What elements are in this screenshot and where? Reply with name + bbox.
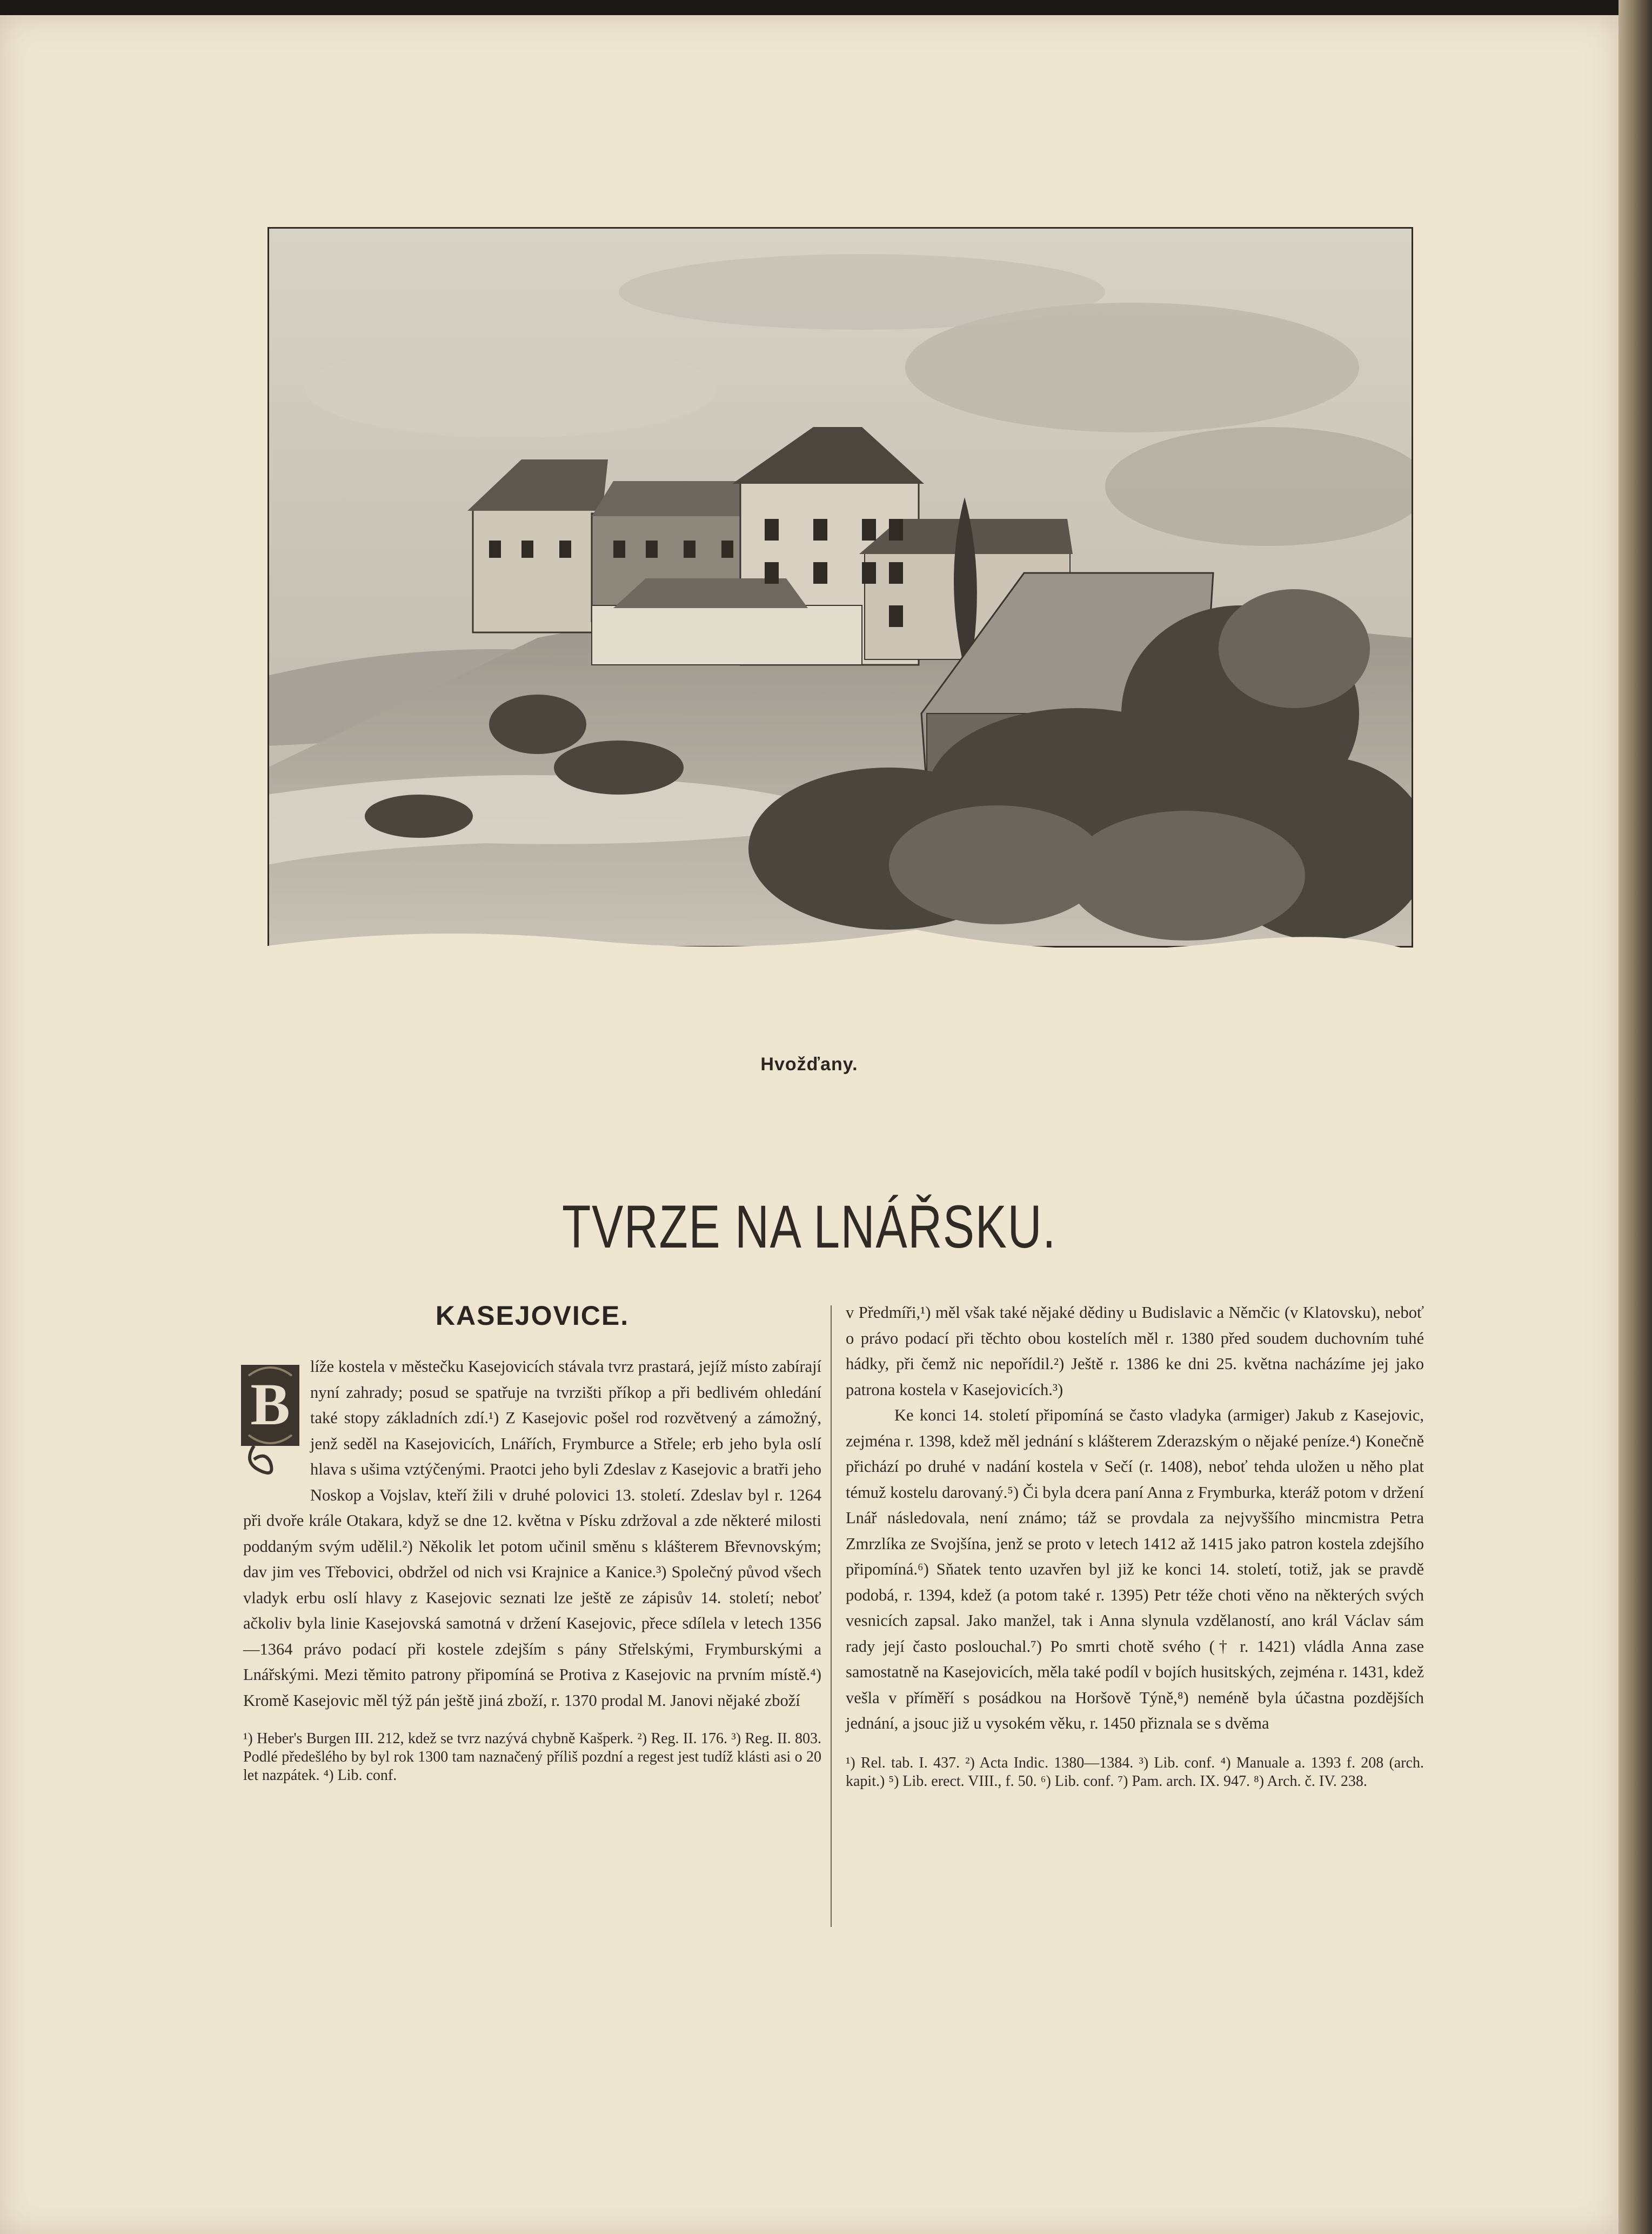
illustration-caption: Hvožďany. [760,1054,858,1075]
right-paragraph-2: Ke konci 14. století připomíná se často vladyka (armiger) Jakub z Kasejovic, zejména r. 1398, kdež měl jednání s klášterem Zderazským o nějaké peníze.⁴) Konečně přichází po druhé v nadání kostela v Sečí (r. 1408), neboť tehda uložen u něho plat témuž kostelu darovaný.⁵) Či byla dcera paní Anna z Frymburka, kteráž potom v držení Lnář následovala, není známo; táž se provdala za nejvyššího mincmistra Petra Zmrzlíka ze Svojšína, jenž se proto v letech 1412 až 1415 jako patron kostela zdejšího připomíná.⁶) Sňatek tento uzavřen byl již ke konci 14. století, totiž, jak se pravdě podobá, r. 1394, kdež (a potom také r. 1395) Petr téže choti věno na některých svých vesnicích zapsal. Jako manžel, tak i Anna slynula vzdělaností, ano král Václav sám rady její často poslouchal.⁷) Po smrti chotě svého († r. 1421) vládla Anna zase samostatně na Kasejovicích, měla také podíl v bojích husitských, zejména r. 1431, kdež vešla v příměří s posádkou na Horšově Týně,⁸) neméně byla účastna pozdějších jednání, a jsouc již u vysokém věku, r. 1450 přiznala se s dvěma [846,1406,1424,1732]
right-paragraph-1: v Předmíři,¹) měl však také nějaké dědiny u Budislavic a Němčic (v Klatovsku), neboť o právo podací při těchto obou kostelích měl r. 1380 před soudem duchovním tuhé hádky, při čemž nic nepořídil.²) Ještě r. 1386 ke dni 25. května nacházíme jej jako patrona kostela v Kasejovicích.³) [846,1303,1424,1399]
left-body-text: líže kostela v městečku Kasejovicích stávala tvrz prastará, jejíž místo zabírají nyní zahrady; posud se spatřuje na tvrzišti příkop a při bedlivém ohledání také stopy základních zdí.¹) Z Kasejovic pošel rod rozvětvený a zámožný, jenž seděl na Kasejovicích, Lnářích, Frymburce a Střele; erb jeho byla oslí hlava s ušima vztýčenými. Praotci jeho byli Zdeslav z Kasejovic a bratři jeho Noskop a Vojslav, kteří žili v druhé polovici 13. století. Zdeslav byl r. 1264 při dvoře krále Otakara, když se dne 12. května v Písku zdržoval a zde některé milosti poddaným svým udělil.²) Několik let potom učinil směnu s klášterem Břevnovským; dav jim ves Třebovici, obdržel od nich vsi Krajnice a Kanice.³) Společný původ všech vladyk erbu oslí hlavy z Kasejovic seznati lze ještě ze zápisův 14. století; neboť ačkoliv byla linie Kasejovská samotná v držení Kasejovic, přece sdílela v letech 1356—1364 právo podací při kostele zdejším s pány Střelskými, Frymburskými a Lnářskými. Mezi těmito patrony připomíná se Protiva z Kasejovic na prvním místě.⁴) Kromě Kasejovic měl týž pán ještě jiná zboží, r. 1370 prodal M. Janovi nějaké zboží [243,1357,821,1710]
svg-text:B: B [250,1371,290,1437]
illustration-hvozdany [267,227,1413,1022]
page-title: TVRZE NA LNÁŘSKU. [562,1193,1056,1261]
right-column [846,1300,1424,1806]
book-spine-edge [1618,0,1652,2234]
column-rule [831,1305,832,1927]
right-footnotes: ¹) Rel. tab. I. 437. ²) Acta Indic. 1380—1384. ³) Lib. conf. ⁴) Manuale a. 1393 f. 208 (arch. kapit.) ⁵) Lib. erect. VIII., f. 50. ⁶) Lib. conf. ⁷) Pam. arch. IX. 947. ⁸) Arch. č. IV. 238. [846,1754,1424,1790]
left-body-paragraph [243,1354,821,1713]
left-footnotes: ¹) Heber's Burgen III. 212, kdež se tvrz nazývá chybně Kašperk. ²) Reg. II. 176. ³) Reg. II. 803. Podlé předešlého by byl rok 1300 tam naznačený příliš pozdní a regest jest tudíž klásti asi o 20 let nazpátek. ⁴) Lib. conf. [243,1730,821,1784]
section-title: KASEJOVICE. [435,1301,630,1331]
left-column [243,1300,821,1800]
ornamental-initial-letter [238,1354,303,1484]
castle-landscape-image [267,227,1413,1022]
